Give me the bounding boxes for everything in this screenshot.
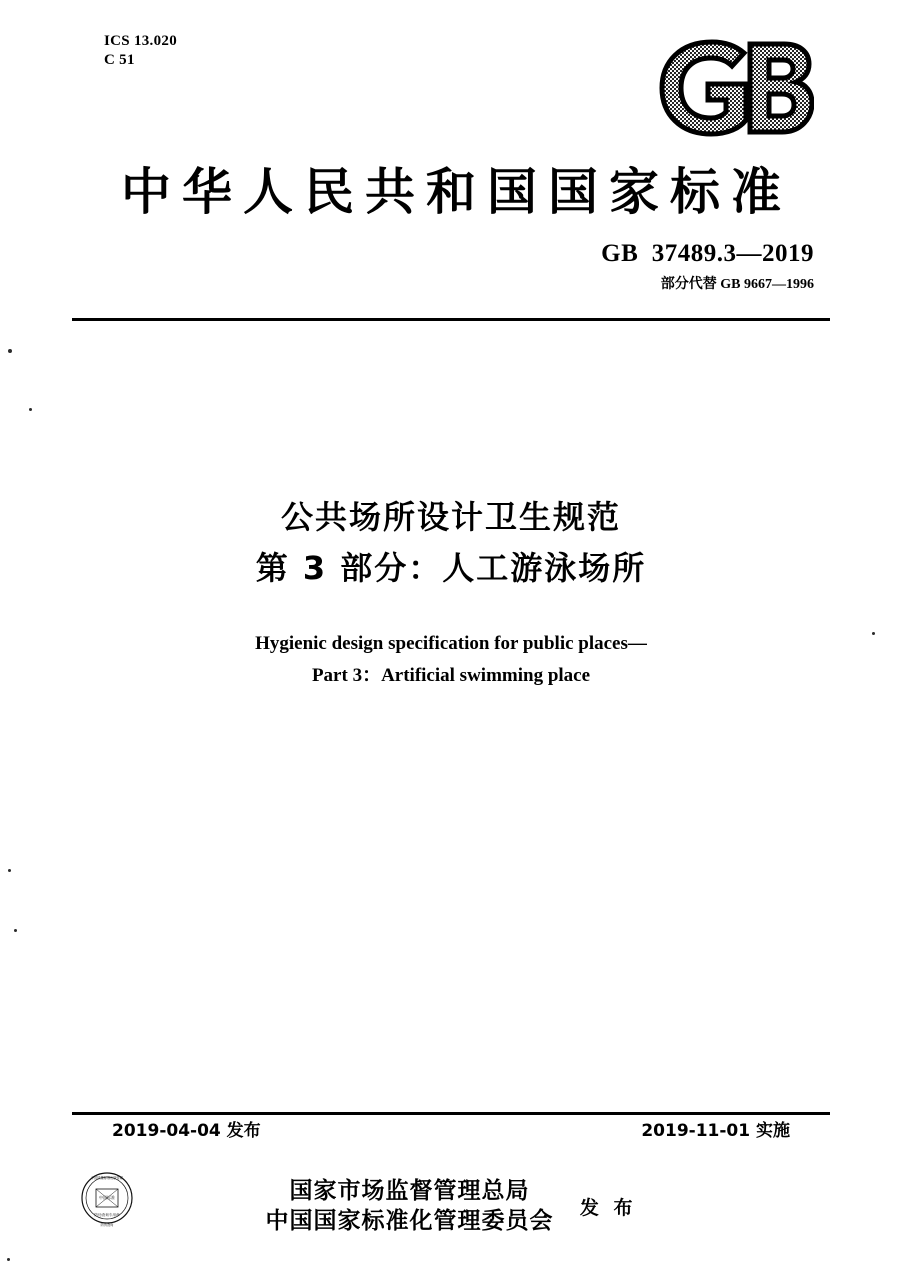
scan-speck xyxy=(29,408,32,411)
scan-speck xyxy=(8,349,12,353)
document-title-en-line2: Part 3：Artificial swimming place xyxy=(311,665,591,687)
divider-top xyxy=(72,318,830,321)
publisher-names xyxy=(265,1176,553,1237)
date-row xyxy=(112,1116,790,1141)
svg-text:中国标准: 中国标准 xyxy=(99,1195,115,1200)
document-title-en-line1: Hygienic design specification for public places— xyxy=(255,633,647,654)
document-title-en xyxy=(0,628,902,693)
standard-number-block xyxy=(601,240,814,293)
standard-number: GB 37489.3—2019 xyxy=(601,240,814,267)
issue-date: 2019-04-04 发布 xyxy=(112,1121,261,1141)
svg-text:防伪查询专用章: 防伪查询专用章 xyxy=(94,1213,120,1217)
ics-code: ICS 13.020 xyxy=(104,33,178,49)
divider-bottom xyxy=(72,1112,830,1115)
page-title: 中华人民共和国国家标准 xyxy=(121,163,792,221)
scan-speck xyxy=(8,869,11,872)
scan-speck xyxy=(14,929,17,932)
document-title-cn xyxy=(0,492,902,593)
anti-counterfeit-seal-icon xyxy=(74,1168,140,1234)
publisher-issue-label: 发 布 xyxy=(579,1196,637,1219)
ics-classification-block xyxy=(104,32,177,70)
publisher-line2: 中国国家标准化管理委员会 xyxy=(265,1208,554,1235)
document-title-cn-line2: 第 3 部分：人工游泳场所 xyxy=(255,548,647,587)
effective-date: 2019-11-01 实施 xyxy=(641,1121,790,1141)
gb-logo xyxy=(654,36,814,140)
standard-replaces: 部分代替 GB 9667—1996 xyxy=(660,277,814,292)
svg-text:防伪查询: 防伪查询 xyxy=(100,1223,114,1227)
scan-speck xyxy=(872,632,875,635)
scan-speck xyxy=(7,1258,10,1261)
svg-text:中国质量标准出版传媒: 中国质量标准出版传媒 xyxy=(91,1176,123,1180)
publisher-line1: 国家市场监督管理总局 xyxy=(289,1178,530,1204)
document-title-cn-line1: 公共场所设计卫生规范 xyxy=(280,498,621,536)
classification-code: C 51 xyxy=(104,52,135,69)
